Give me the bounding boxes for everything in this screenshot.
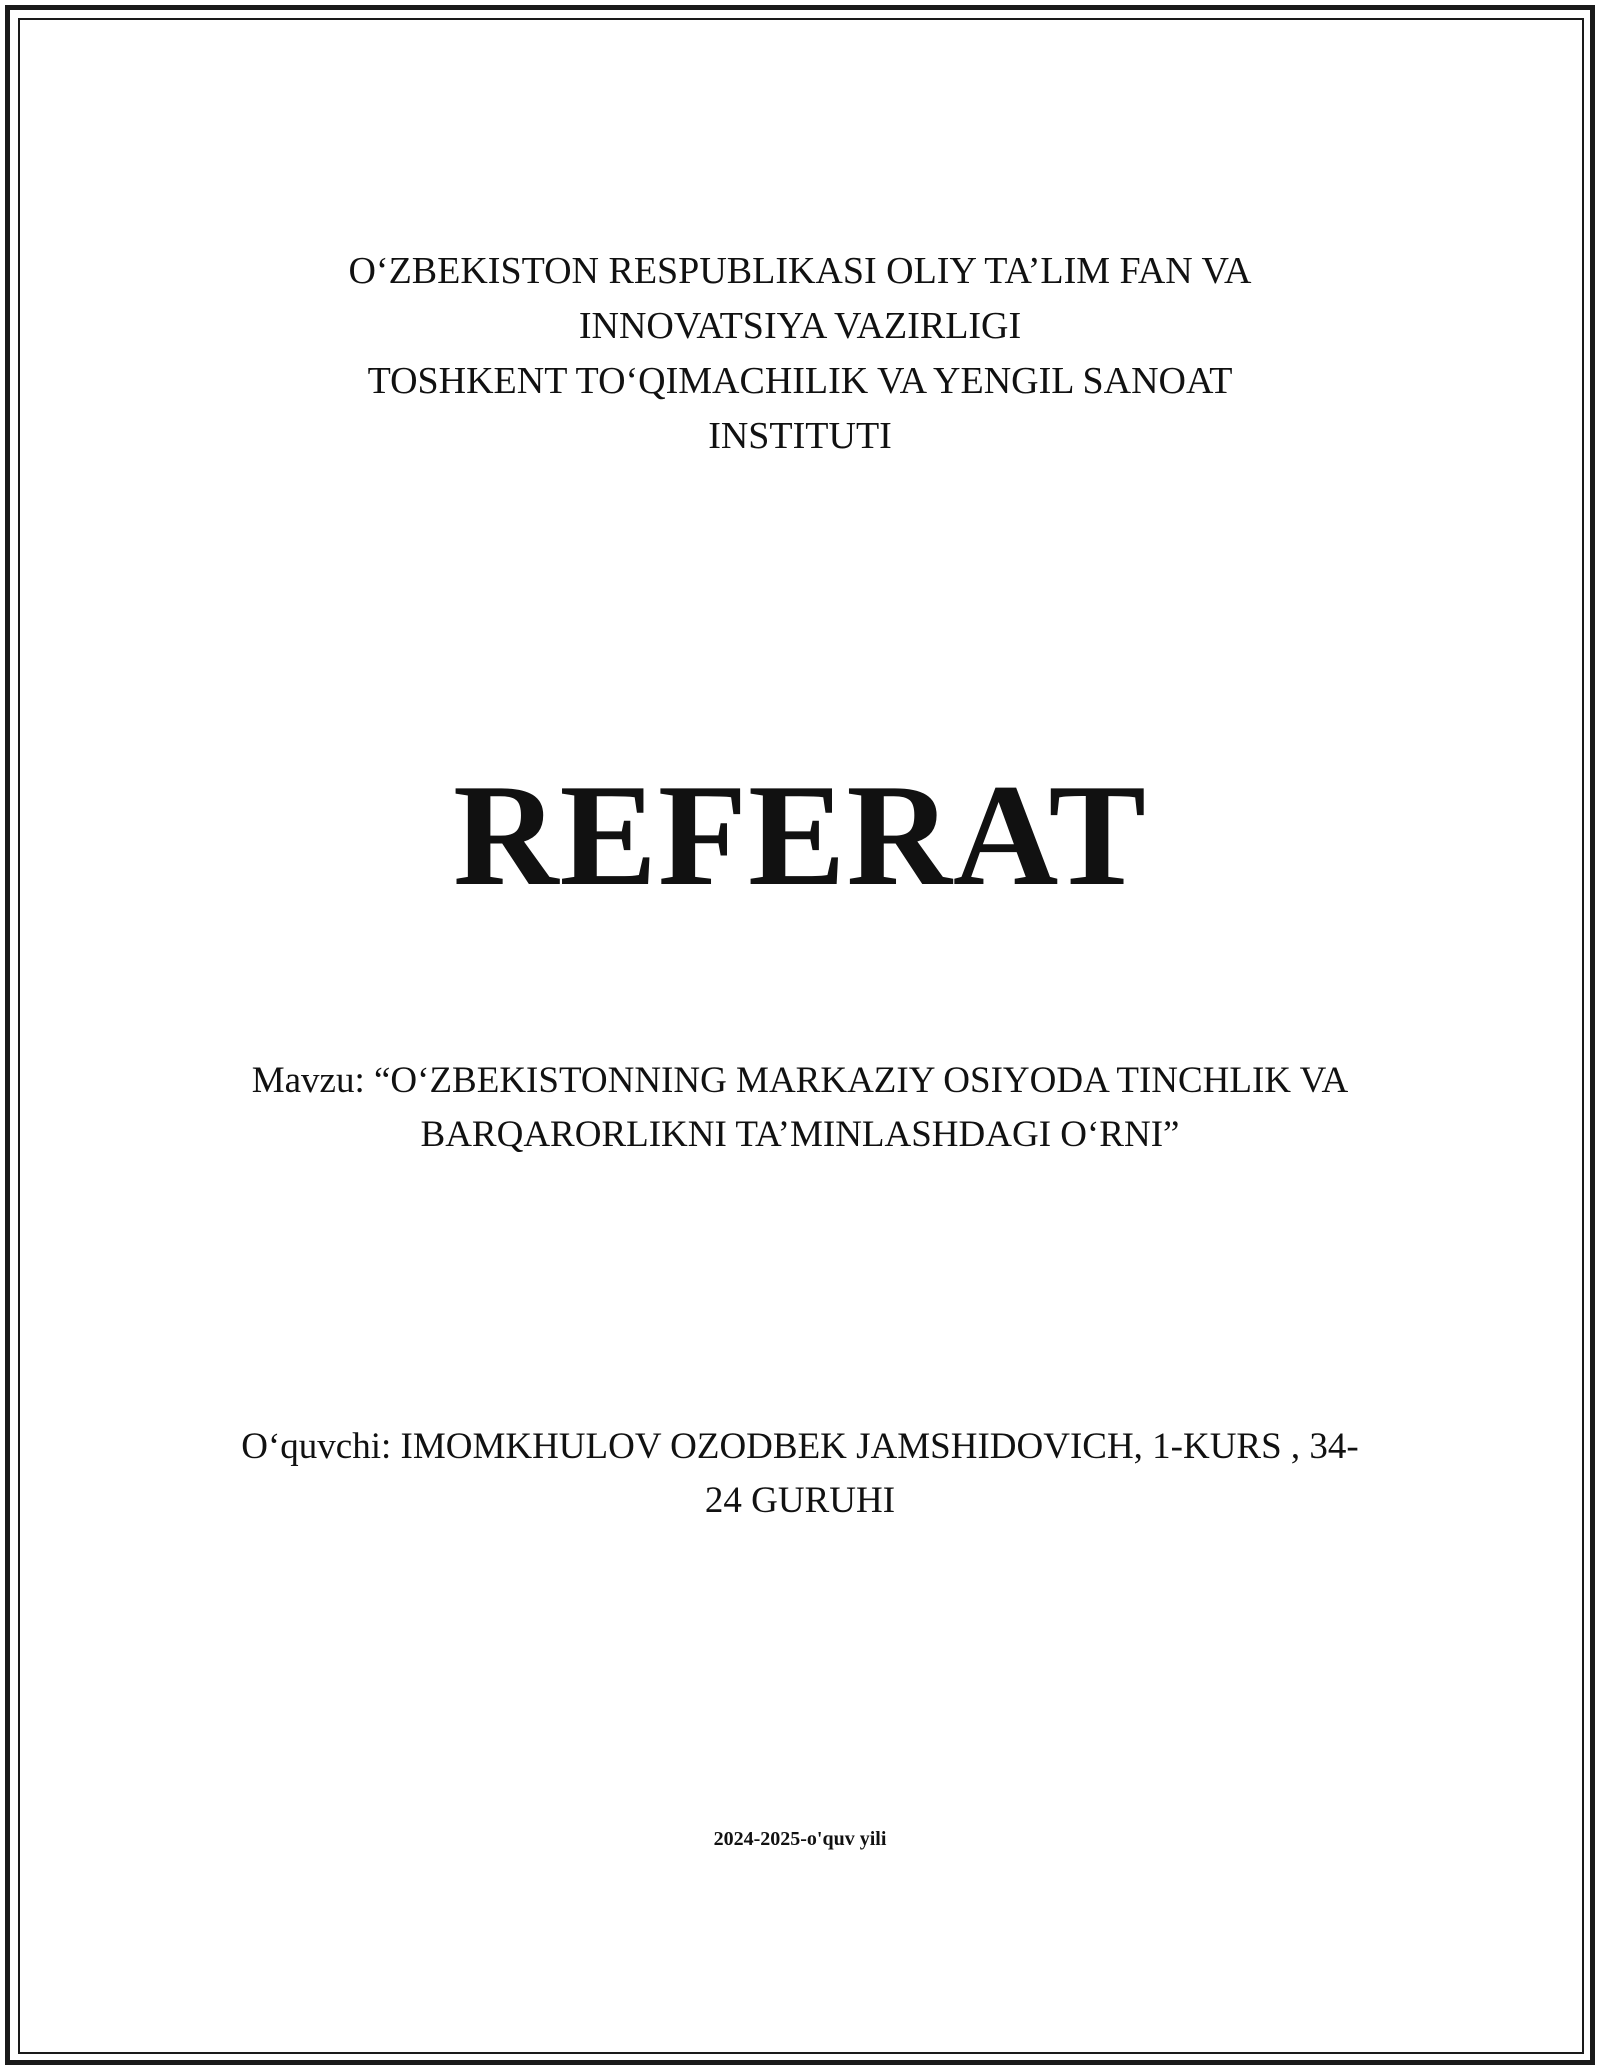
- ministry-line: O‘ZBEKISTON RESPUBLIKASI OLIY TA’LIM FAN VA: [348, 250, 1252, 292]
- document-title: REFERAT: [453, 754, 1147, 916]
- student-block: [0, 1420, 1600, 1528]
- topic-block: [0, 1054, 1600, 1162]
- topic-line: BARQARORLIKNI TA’MINLASHDAGI O‘RNI”: [420, 1114, 1180, 1155]
- ministry-line: INNOVATSIYA VAZIRLIGI: [578, 305, 1022, 347]
- academic-year: 2024-2025-o'quv yili: [713, 1828, 887, 1850]
- student-line: 24 GURUHI: [704, 1480, 896, 1521]
- institute-line: INSTITUTI: [708, 415, 892, 457]
- topic-line: Mavzu: “O‘ZBEKISTONNING MARKAZIY OSIYODA TINCHLIK VA: [251, 1060, 1349, 1101]
- student-line: O‘quvchi: IMOMKHULOV OZODBEK JAMSHIDOVICH, 1-KURS , 34-: [241, 1426, 1359, 1467]
- institute-line: TOSHKENT TO‘QIMACHILIK VA YENGIL SANOAT: [367, 360, 1233, 402]
- ministry-header: [0, 244, 1600, 464]
